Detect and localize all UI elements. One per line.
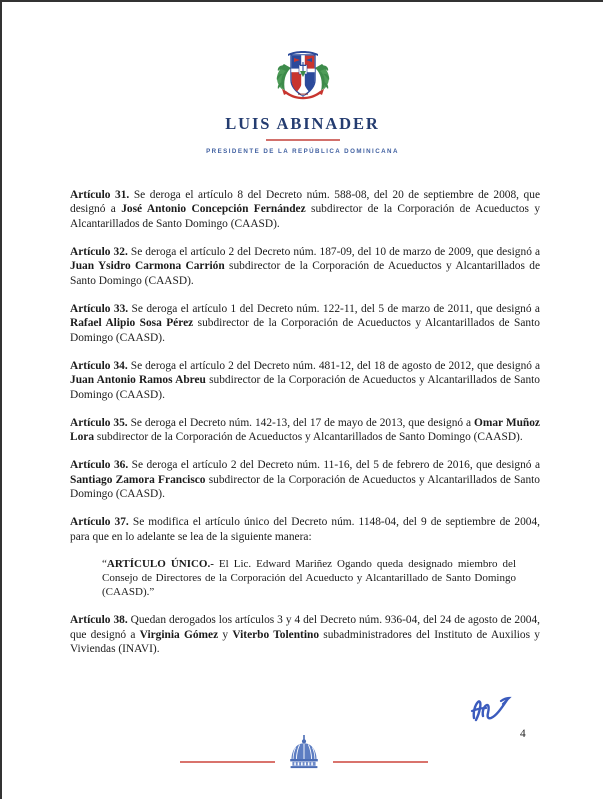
article-lead: Artículo 33. bbox=[70, 302, 129, 315]
article-text-after: subdirector de la Corporación de Acueductos y Alcantarillados de Santo Domingo (CAASD). bbox=[70, 374, 540, 401]
capitol-dome-icon bbox=[287, 734, 321, 770]
dominican-republic-coat-of-arms-icon bbox=[272, 46, 334, 104]
article-conjunction: y bbox=[218, 628, 233, 641]
brand-name: LUIS ABINADER bbox=[225, 114, 380, 133]
article-text-before: Se deroga el artículo 2 del Decreto núm. 11-16, del 5 de febrero de 2016, que designó a bbox=[128, 459, 541, 472]
article-text-before: Se deroga el artículo 2 del Decreto núm. 187-09, del 10 de marzo de 2009, que designó a bbox=[127, 245, 541, 258]
handwritten-initials-mark bbox=[468, 692, 516, 726]
article-person: Juan Ysidro Carmona Carrión bbox=[70, 260, 225, 273]
articulo-unico-quote bbox=[70, 558, 540, 600]
article-text-after: subdirector de la Corporación de Acueductos y Alcantarillados de Santo Domingo (CAASD). bbox=[70, 317, 540, 344]
footer-rule-left bbox=[180, 761, 275, 763]
article-lead: Artículo 35. bbox=[70, 416, 128, 429]
article-text-after: subdirector de la Corporación de Acueductos y Alcantarillados de Santo Domingo (CAASD). bbox=[70, 260, 540, 287]
articulo-36 bbox=[70, 458, 540, 501]
brand-subtitle: PRESIDENTE DE LA REPÚBLICA DOMINICANA bbox=[206, 148, 399, 155]
letterhead bbox=[2, 2, 603, 155]
article-text-after: subdirector de la Corporación de Acueductos y Alcantarillados de Santo Domingo (CAASD). bbox=[70, 473, 541, 501]
article-person-two: Viterbo Tolentino bbox=[232, 628, 320, 641]
quote-text: El Lic. Edward Mariñez Ogando queda designado miembro del Consejo de Directores de la Corporación del Acueducto y Alcantarillado de Santo Domingo (CAASD).” bbox=[102, 557, 517, 598]
articulo-31 bbox=[70, 188, 540, 231]
article-text-after: subdirector de la Corporación de Acueductos y Alcantarillados de Santo Domingo (CAASD). bbox=[94, 431, 523, 444]
article-text-before: Se modifica el artículo único del Decreto núm. 1148-04, del 9 de septiembre de 2004, para que en lo adelante se lea de la siguiente manera: bbox=[70, 516, 541, 543]
article-person: Rafael Alipio Sosa Pérez bbox=[70, 317, 194, 330]
quote-open-mark: “ bbox=[102, 557, 107, 570]
article-lead: Artículo 32. bbox=[70, 245, 128, 258]
article-text-after: subadministradores del Instituto de Auxilios y Viviendas (INAVI). bbox=[70, 628, 540, 656]
document-body bbox=[70, 188, 540, 670]
articulo-37 bbox=[70, 515, 540, 544]
footer-rule-right bbox=[333, 761, 428, 763]
article-person-one: Virginia Gómez bbox=[139, 628, 219, 641]
quote-lead: ARTÍCULO ÚNICO.- bbox=[106, 557, 214, 570]
article-text-before: Se deroga el artículo 2 del Decreto núm. 481-12, del 18 de agosto de 2012, que designó a bbox=[127, 359, 541, 372]
article-lead: Artículo 36. bbox=[70, 459, 129, 472]
articulo-33 bbox=[70, 302, 540, 345]
article-text-after: subdirector de la Corporación de Acueductos y Alcantarillados de Santo Domingo (CAASD). bbox=[70, 203, 541, 230]
article-text-before: Se deroga el artículo 1 del Decreto núm. 122-11, del 5 de marzo de 2011, que designó a bbox=[128, 302, 540, 315]
article-text-before: Se deroga el Decreto núm. 142-13, del 17 de mayo de 2013, que designó a bbox=[127, 416, 474, 429]
article-lead: Artículo 34. bbox=[70, 359, 128, 372]
article-lead: Artículo 37. bbox=[70, 516, 129, 529]
article-text-before: Quedan derogados los artículos 3 y 4 del Decreto núm. 936-04, del 24 de agosto de 2004, que designó a bbox=[70, 614, 541, 641]
articulo-35 bbox=[70, 416, 540, 445]
footer-ornament bbox=[2, 730, 603, 774]
article-person: Omar Muñoz Lora bbox=[70, 416, 540, 444]
articulo-34 bbox=[70, 359, 540, 402]
articulo-32 bbox=[70, 245, 540, 288]
page-number: 4 bbox=[520, 728, 526, 740]
article-person: Santiago Zamora Francisco bbox=[70, 473, 206, 486]
articulo-38 bbox=[70, 613, 540, 656]
article-person: José Antonio Concepción Fernández bbox=[121, 203, 306, 216]
brand-underline-rule bbox=[266, 139, 340, 141]
article-person: Juan Antonio Ramos Abreu bbox=[70, 374, 206, 387]
article-lead: Artículo 31. bbox=[70, 189, 130, 201]
article-text-before: Se deroga el artículo 8 del Decreto núm. 588-08, del 20 de septiembre de 2008, que designó a bbox=[70, 189, 541, 216]
article-lead: Artículo 38. bbox=[70, 614, 128, 627]
